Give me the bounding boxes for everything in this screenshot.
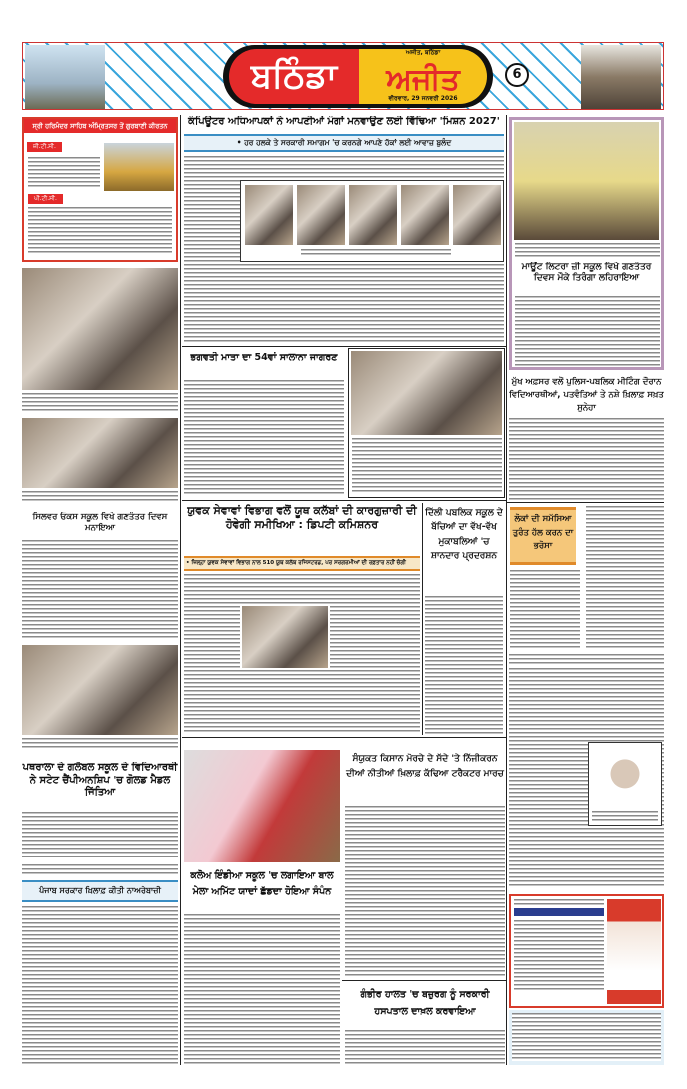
- power-plant-photo: [25, 45, 105, 109]
- article-body: [509, 418, 664, 500]
- ad-portrait: [607, 899, 661, 989]
- obituary-photo: [588, 742, 662, 826]
- headline: ਕਲੋਅ ਇੰਡੀਆ ਸਕੂਲ 'ਚ ਲਗਾਇਆ ਬਾਲ ਮੇਲਾ ਅਮਿੱਟ ਯਾਦਾਂ ਛੱਡਦਾ ਹੋਇਆ ਸੰਪੰਨ: [190, 870, 334, 898]
- school-box: [509, 117, 664, 370]
- title-left: ਬਠਿੰਡਾ: [229, 49, 359, 104]
- photo-strip: [240, 180, 504, 262]
- divider: [182, 346, 506, 347]
- photo-caption: [22, 393, 178, 411]
- article-body: [22, 906, 178, 1064]
- article-body: [184, 380, 344, 495]
- ad-banner: [514, 908, 604, 916]
- headline: ਗੰਭੀਰ ਹਾਲਤ 'ਚ ਬਜ਼ੁਰਗ ਨੂੰ ਸਰਕਾਰੀ ਹਸਪਤਾਲ ਦਾਖ਼ਲ ਕਰਵਾਇਆ: [360, 989, 490, 1018]
- article-body: [515, 296, 660, 366]
- print-slug: [0, 0, 687, 6]
- officials-photo: [22, 268, 178, 390]
- portrait-photo: [453, 185, 501, 245]
- photo-caption: [22, 491, 178, 501]
- column-rule: [180, 115, 181, 1065]
- fort-photo: [581, 45, 661, 109]
- camel-ride-photo: [184, 750, 340, 862]
- blood-camp-photo: [351, 351, 502, 435]
- column-rule: [422, 503, 423, 735]
- channel-label: ਜ਼ੀ.ਟੀ.ਸੀ.: [27, 142, 62, 152]
- edition: ਅਜੀਤ, ਬਠਿੰਡਾ: [405, 49, 441, 56]
- headline: ਪਥਰਾਲਾ ਦੇ ਗਲੋਬਲ ਸਕੂਲ ਦੇ ਵਿਦਿਆਰਥੀ ਨੇ ਸਟੇਟ ਚੈਂਪੀਅਨਸ਼ਿਪ 'ਚ ਗੋਲਡ ਮੈਡਲ ਜਿੱਤਿਆ: [22, 762, 178, 798]
- students-photo: [22, 645, 178, 735]
- masthead: [22, 42, 664, 110]
- portrait-photo: [245, 185, 293, 245]
- article-body: [345, 1030, 505, 1064]
- date: ਵੀਰਵਾਰ, 29 ਜਨਵਰੀ 2026: [388, 95, 458, 102]
- kicker: [22, 864, 178, 876]
- article-body: [22, 812, 178, 857]
- headline: ਮਾਊਂਟ ਲਿਟਰਾ ਜ਼ੀ ਸਕੂਲ ਵਿਖੇ ਗਣਤੰਤਰ ਦਿਵਸ ਮੌਕੇ ਤਿਰੰਗਾ ਲਹਿਰਾਇਆ: [521, 262, 652, 284]
- headline-box: ਪੰਜਾਬ ਸਰਕਾਰ ਖ਼ਿਲਾਫ਼ ਕੀਤੀ ਨਾਅਰੇਬਾਜ਼ੀ: [22, 880, 178, 902]
- photo-caption: [515, 243, 660, 259]
- headline: [509, 654, 664, 664]
- headline: ਸਿਲਵਰ ਓਕਸ ਸਕੂਲ ਵਿਖੇ ਗਣਤੰਤਰ ਦਿਵਸ ਮਨਾਇਆ: [32, 512, 168, 533]
- logo: [223, 45, 493, 108]
- portrait-photo: [401, 185, 449, 245]
- headline: ਯੁਵਕ ਸੇਵਾਵਾਂ ਵਿਭਾਗ ਵਲੋਂ ਯੂਥ ਕਲੱਬਾਂ ਦੀ ਕਾਰਗੁਜ਼ਾਰੀ ਦੀ ਹੋਵੇਗੀ ਸਮੀਖਿਆ : ਡਿਪਟੀ ਕਮਿਸ਼ਨਰ: [187, 504, 417, 531]
- article-body: [510, 570, 580, 650]
- column-rule: [506, 115, 507, 1065]
- headline: ਮੁੱਖ ਅਫ਼ਸਰ ਵਲੋਂ ਪੁਲਿਸ-ਪਬਲਿਕ ਮੀਟਿੰਗ ਦੌਰਾਨ ਵਿਦਿਆਰਥੀਆਂ, ਪਤਵੰਤਿਆਂ ਤੇ ਨਸ਼ੇ ਖ਼ਿਲਾਫ਼ ਸਖ਼ਤ ਸੁਨੇਹਾ: [509, 377, 664, 413]
- photo-caption: [352, 438, 502, 494]
- portrait-photo: [592, 746, 658, 808]
- imprint-box: [509, 1010, 664, 1065]
- divider: [182, 737, 506, 738]
- page-number: 6: [505, 63, 529, 87]
- schedule-text: [28, 207, 172, 255]
- article-body: [22, 540, 178, 640]
- headline: ਸੰਯੁਕਤ ਕਿਸਾਨ ਮੋਰਚੇ ਦੇ ਸੱਦੇ 'ਤੇ ਨਿੱਜੀਕਰਨ ਦੀਆਂ ਨੀਤੀਆਂ ਖ਼ਿਲਾਫ਼ ਕੱਢਿਆ ਟਰੈਕਟਰ ਮਾਰਚ: [346, 754, 504, 780]
- kirtan-box: [22, 117, 178, 262]
- article-body: [586, 506, 664, 650]
- portrait-photo: [349, 185, 397, 245]
- ceremony-photo: [22, 418, 178, 488]
- divider: [182, 500, 506, 501]
- divider: [506, 502, 664, 503]
- divider: [342, 980, 506, 981]
- ad-name-label: [607, 990, 661, 1004]
- subheadline: • ਜ਼ਿਲ੍ਹਾ ਯੁਵਕ ਸੇਵਾਵਾਂ ਵਿਭਾਗ ਨਾਲ 510 ਯੂਥ ਕਲੱਬ ਰਜਿਸਟਰਡ, ਪਰ ਸਰਗਰਮੀਆਂ ਦੀ ਰਫ਼ਤਾਰ ਨਹੀਂ ਚੰਗੀ: [184, 556, 420, 571]
- golden-temple-photo: [104, 143, 174, 191]
- photo-caption: [22, 738, 178, 750]
- article-body: [184, 914, 340, 1064]
- kirtan-title: ਸ੍ਰੀ ਹਰਿਮੰਦਰ ਸਾਹਿਬ ਅੰਮ੍ਰਿਤਸਰ ਤੋਂ ਗੁਰਬਾਣੀ ਕੀਰਤਨ: [24, 119, 176, 133]
- channel-label: ਪੀ.ਟੀ.ਸੀ.: [28, 194, 63, 204]
- article-body: [425, 596, 503, 734]
- headline-box: ਲੋਕਾਂ ਦੀ ਸਮੱਸਿਆ ਤੁਰੰਤ ਹੱਲ ਕਰਨ ਦਾ ਭਰੋਸਾ: [510, 507, 576, 565]
- headline: ਭਗਵਤੀ ਮਾਤਾ ਦਾ 54ਵਾਂ ਸਾਲਾਨਾ ਜਾਗਰਣ: [190, 352, 338, 363]
- ad-text: [514, 899, 604, 905]
- deputy-commissioner-photo: [240, 604, 330, 670]
- photo-caption: [301, 249, 451, 257]
- article-body: [345, 806, 505, 976]
- ad-text: [514, 920, 604, 990]
- photo-caption: [592, 811, 658, 823]
- advertisement: [509, 894, 664, 1008]
- headline: ਦਿੱਲੀ ਪਬਲਿਕ ਸਕੂਲ ਦੇ ਬੱਚਿਆਂ ਦਾ ਵੱਖ-ਵੱਖ ਮੁਕਾਬਲਿਆਂ 'ਚ ਸ਼ਾਨਦਾਰ ਪ੍ਰਦਰਸ਼ਨ: [425, 508, 503, 562]
- school-photo: [514, 122, 659, 240]
- main-headline: ਕੰਪਿਊਟਰ ਅਧਿਆਪਕਾਂ ਨੇ ਆਪਣੀਆਂ ਮੰਗਾਂ ਮਨਵਾਉਣ ਲਈ ਵਿੱਢਿਆ 'ਮਿਸ਼ਨ 2027': [188, 116, 500, 127]
- schedule-text: [28, 157, 100, 189]
- imprint-text: [512, 1013, 661, 1061]
- blood-camp-box: [348, 348, 505, 498]
- portrait-photo: [297, 185, 345, 245]
- title-right: ਅਜੀਤ: [386, 62, 460, 97]
- main-subheadline: • ਹਰ ਹਲਕੇ ਤੇ ਸਰਕਾਰੀ ਸਮਾਗਮ 'ਚ ਕਰਨਗੇ ਆਪਣੇ ਹੱਕਾਂ ਲਈ ਆਵਾਜ਼ ਬੁਲੰਦ: [184, 134, 504, 152]
